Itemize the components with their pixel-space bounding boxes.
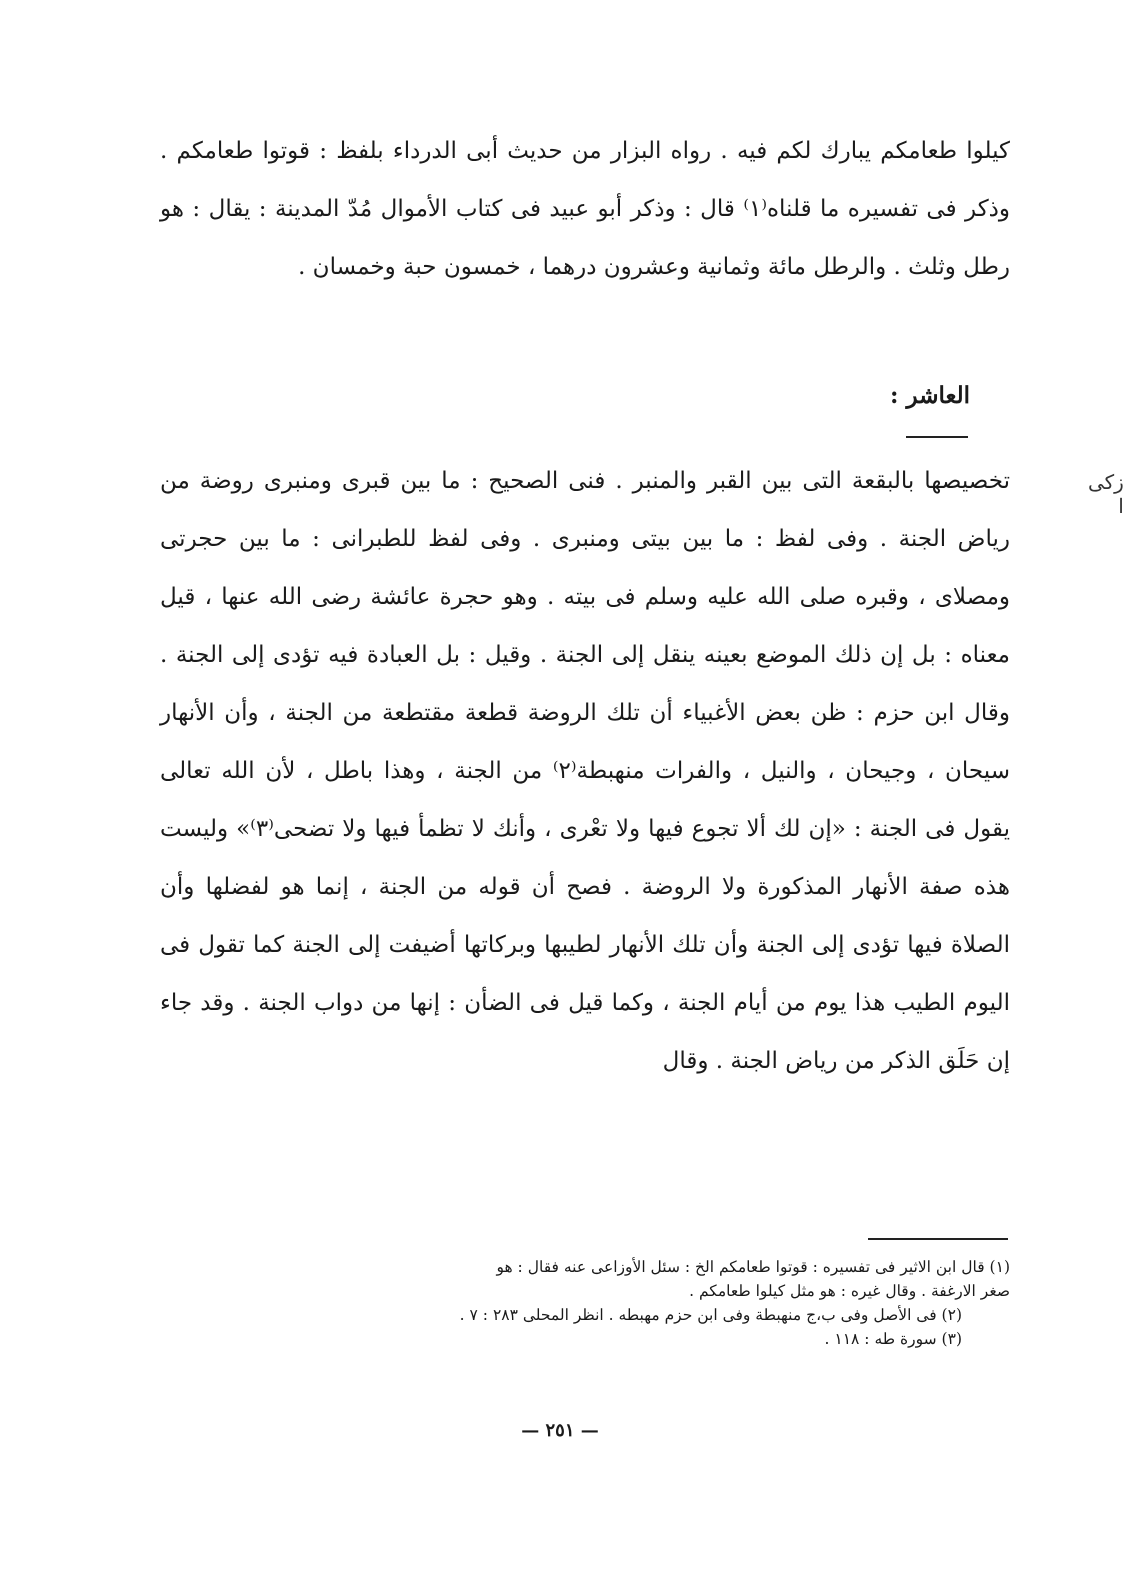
footnotes <box>160 1255 1010 1351</box>
paragraph-continuation <box>160 122 1010 296</box>
footnote-2: (٢) فى الأصل وفى ب،ج منهبطة وفى ابن حزم مهبطه . انظر المحلى ٢٨٣ : ٧ . <box>459 1306 962 1324</box>
main-paragraph <box>160 452 1010 1090</box>
handwritten-margin-note: زكى ا <box>1087 470 1124 518</box>
section-heading: العاشر : <box>890 382 970 409</box>
footnote-1-line-2: صغر الارغفة . وقال غيره : هو مثل كيلوا طعامكم . <box>689 1282 1010 1300</box>
footnote-separator <box>868 1238 1008 1240</box>
heading-underline <box>906 436 968 438</box>
page-number: — ٢٥١ — <box>521 1420 599 1441</box>
paragraph-2-text: تخصيصها بالبقعة التى بين القبر والمنبر . فنى الصحيح : ما بين قبرى ومنبرى روضة من رياض الجنة . وفى لفظ : ما بين بيتى ومنبرى . وفى لفظ للطبرانى : ما بين حجرتى ومصلاى ، وقبره صلى الله عليه وسلم فى بيته . وهو حجرة عائشة رضى الله عنها ، قيل معناه : بل إن ذلك الموضع بعينه ينقل إلى الجنة . وقيل : بل العبادة فيه تؤدى إلى الجنة . وقال ابن حزم : ظن بعض الأغبياء أن تلك الروضة قطعة مقتطعة من الجنة ، وأن الأنهار سيحان ، وجيحان ، والنيل ، والفرات منهبطة⁽٢⁾ من الجنة ، وهذا باطل ، لأن الله تعالى يقول فى الجنة : «إن لك ألا تجوع فيها ولا تعْرى ، وأنك لا تظمأ فيها ولا تضحى⁽٣⁾» وليست هذه صفة الأنهار المذكورة ولا الروضة . فصح أن قوله من الجنة ، إنما هو لفضلها وأن الصلاة فيها تؤدى إلى الجنة وأن تلك الأنهار لطيبها وبركاتها أضيفت إلى الجنة كما تقول فى اليوم الطيب هذا يوم من أيام الجنة ، وكما قيل فى الضأن : إنها من دواب الجنة . وقد جاء إن حَلَق الذكر من رياض الجنة . وقال <box>160 468 1010 1074</box>
footnote-1-line-1: (١) قال ابن الاثير فى تفسيره : قوتوا طعامكم الخ : سئل الأوزاعى عنه فقال : هو <box>496 1258 1010 1276</box>
paragraph-1-text: كيلوا طعامكم يبارك لكم فيه . رواه البزار من حديث أبى الدرداء بلفظ : قوتوا طعامكم . وذكر فى تفسيره ما قلناه⁽١⁾ قال : وذكر أبو عبيد فى كتاب الأموال مُدّ المدينة : يقال : هو رطل وثلث . والرطل مائة وثمانية وعشرون درهما ، خمسون حبة وخمسان . <box>160 138 1011 280</box>
footnote-3: (٣) سورة طه : ١١٨ . <box>824 1330 962 1348</box>
